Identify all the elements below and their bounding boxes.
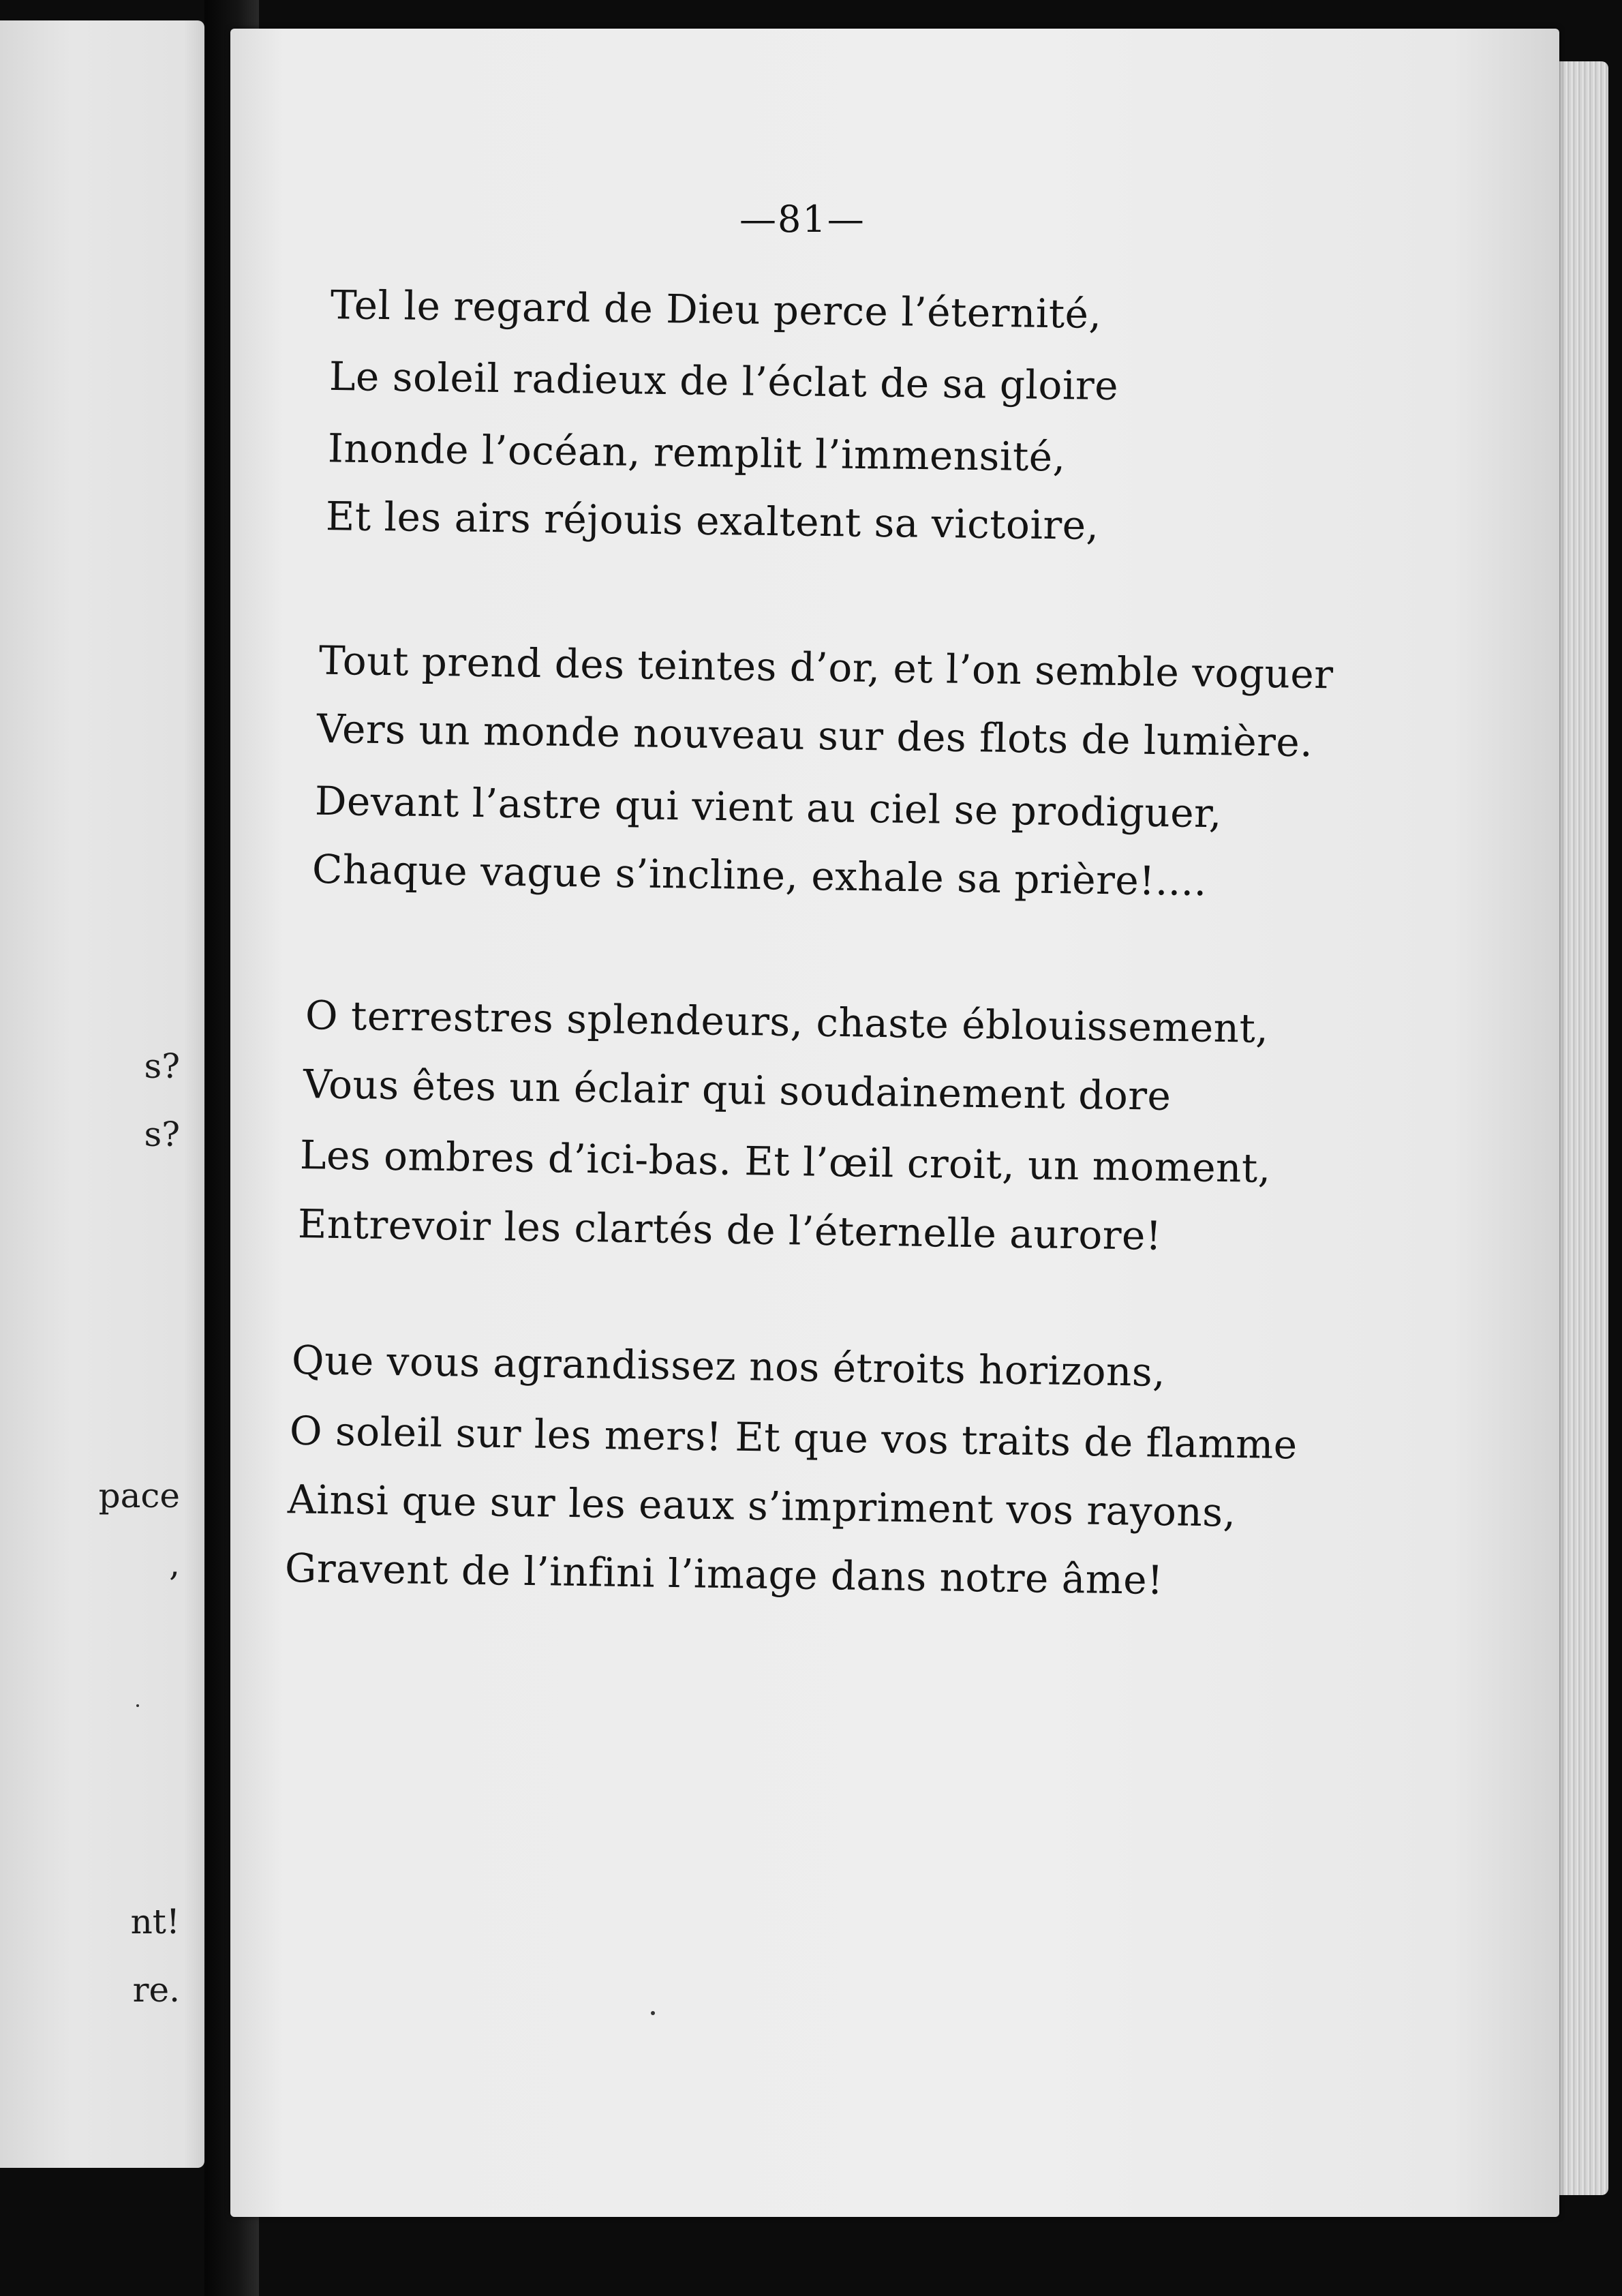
left-page-fragment: nt! bbox=[130, 1902, 180, 1942]
poem-line: Vers un monde nouveau sur des flots de lumière. bbox=[316, 705, 1313, 766]
poem-line: Gravent de l’infini l’image dans notre âme! bbox=[284, 1545, 1164, 1603]
left-page-fragment: s? bbox=[144, 1046, 180, 1086]
poem-line: O soleil sur les mers! Et que vos traits de flamme bbox=[289, 1407, 1298, 1468]
poem-line: Devant l’astre qui vient au ciel se prodiguer, bbox=[314, 777, 1223, 837]
poem-line: Tout prend des teintes d’or, et l’on semble voguer bbox=[318, 637, 1334, 698]
poem-line: Et les airs réjouis exaltent sa victoire, bbox=[325, 493, 1099, 549]
poem-line: Ainsi que sur les eaux s’impriment vos rayons, bbox=[287, 1476, 1236, 1536]
left-page-fragment: re. bbox=[132, 1970, 180, 2010]
page-number: —81— bbox=[739, 198, 866, 241]
ink-speck bbox=[136, 1704, 139, 1707]
poem-line: Que vous agrandissez nos étroits horizons, bbox=[291, 1337, 1166, 1395]
poem-line: Chaque vague s’incline, exhale sa prière!.... bbox=[311, 845, 1208, 905]
poem-line: Tel le regard de Dieu perce l’éternité, bbox=[330, 282, 1102, 337]
poem-line: Vous êtes un éclair qui soudainement dore bbox=[303, 1061, 1172, 1119]
left-page-fragment: pace bbox=[98, 1476, 180, 1515]
poem-line: Les ombres d’ici-bas. Et l’œil croit, un moment, bbox=[299, 1132, 1272, 1192]
poem-line: Entrevoir les clartés de l’éternelle aurore! bbox=[297, 1200, 1163, 1259]
ink-speck bbox=[651, 2011, 655, 2015]
left-page-fragment: s? bbox=[144, 1115, 180, 1154]
left-page-fragment: , bbox=[169, 1544, 180, 1584]
poem-line: Inonde l’océan, remplit l’immensité, bbox=[327, 425, 1066, 481]
poem-line: O terrestres splendeurs, chaste éblouissement, bbox=[305, 992, 1269, 1052]
poem-line: Le soleil radieux de l’éclat de sa gloire bbox=[328, 352, 1119, 410]
